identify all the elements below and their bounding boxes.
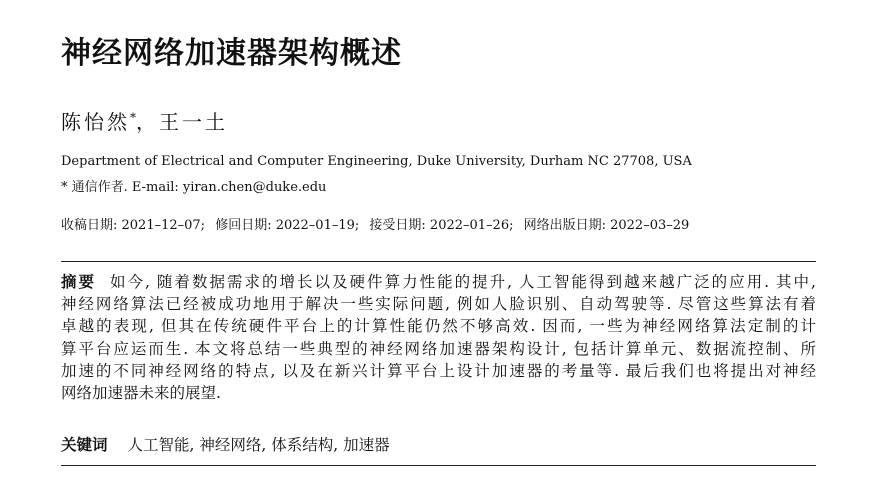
keywords [61,433,390,455]
publication-dates [61,214,689,233]
abstract-label: 摘要 [61,273,97,291]
affiliation: Department of Electrical and Computer Engineering, Duke University, Durham NC 27708, USA [61,154,692,169]
abstract-bottom-rule [61,465,816,466]
abstract-line: 加速的不同神经网络的特点, 以及在新兴计算平台上设计加速器的考量等. 最后我们也将提出对神经 [61,361,816,380]
author-separator: ， [136,110,159,134]
keywords-text: 人工智能, 神经网络, 体系结构, 加速器 [127,436,390,454]
paper-title: 神经网络加速器架构概述 [61,36,402,71]
online-date: 网络出版日期: 2022–03–29 [523,218,690,233]
received-date: 收稿日期: 2021–12–07; [61,218,206,233]
author-name: 王一土 [159,110,228,134]
abstract-line: 神经网络算法已经被成功地用于解决一些实际问题, 例如人脸识别、自动驾驶等. 尽管这些算法有着 [61,295,816,314]
abstract-top-rule [61,261,816,262]
abstract-text: 如今, 随着数据需求的增长以及硬件算力性能的提升, 人工智能得到越来越广泛的应用. 其中, [110,273,816,291]
accepted-date: 接受日期: 2022–01–26; [369,218,514,233]
abstract-line: 网络加速器未来的展望. [61,384,221,403]
keywords-label: 关键词 [61,436,108,454]
abstract-line [61,271,816,293]
correspondence-note: * 通信作者. E-mail: yiran.chen@duke.edu [61,180,327,195]
abstract-line: 算平台应运而生. 本文将总结一些典型的神经网络加速器架构设计, 包括计算单元、数据流控制、所 [61,339,816,358]
corresponding-author-marker: * [130,110,136,125]
abstract-block [61,271,816,404]
author-name: 陈怡然 [61,110,130,134]
revised-date: 修回日期: 2022–01–19; [215,218,360,233]
abstract-line: 卓越的表现, 但其在传统硬件平台上的计算性能仍然不够高效. 因而, 一些为神经网络算法定制的计 [61,317,816,336]
author-list [61,106,228,135]
